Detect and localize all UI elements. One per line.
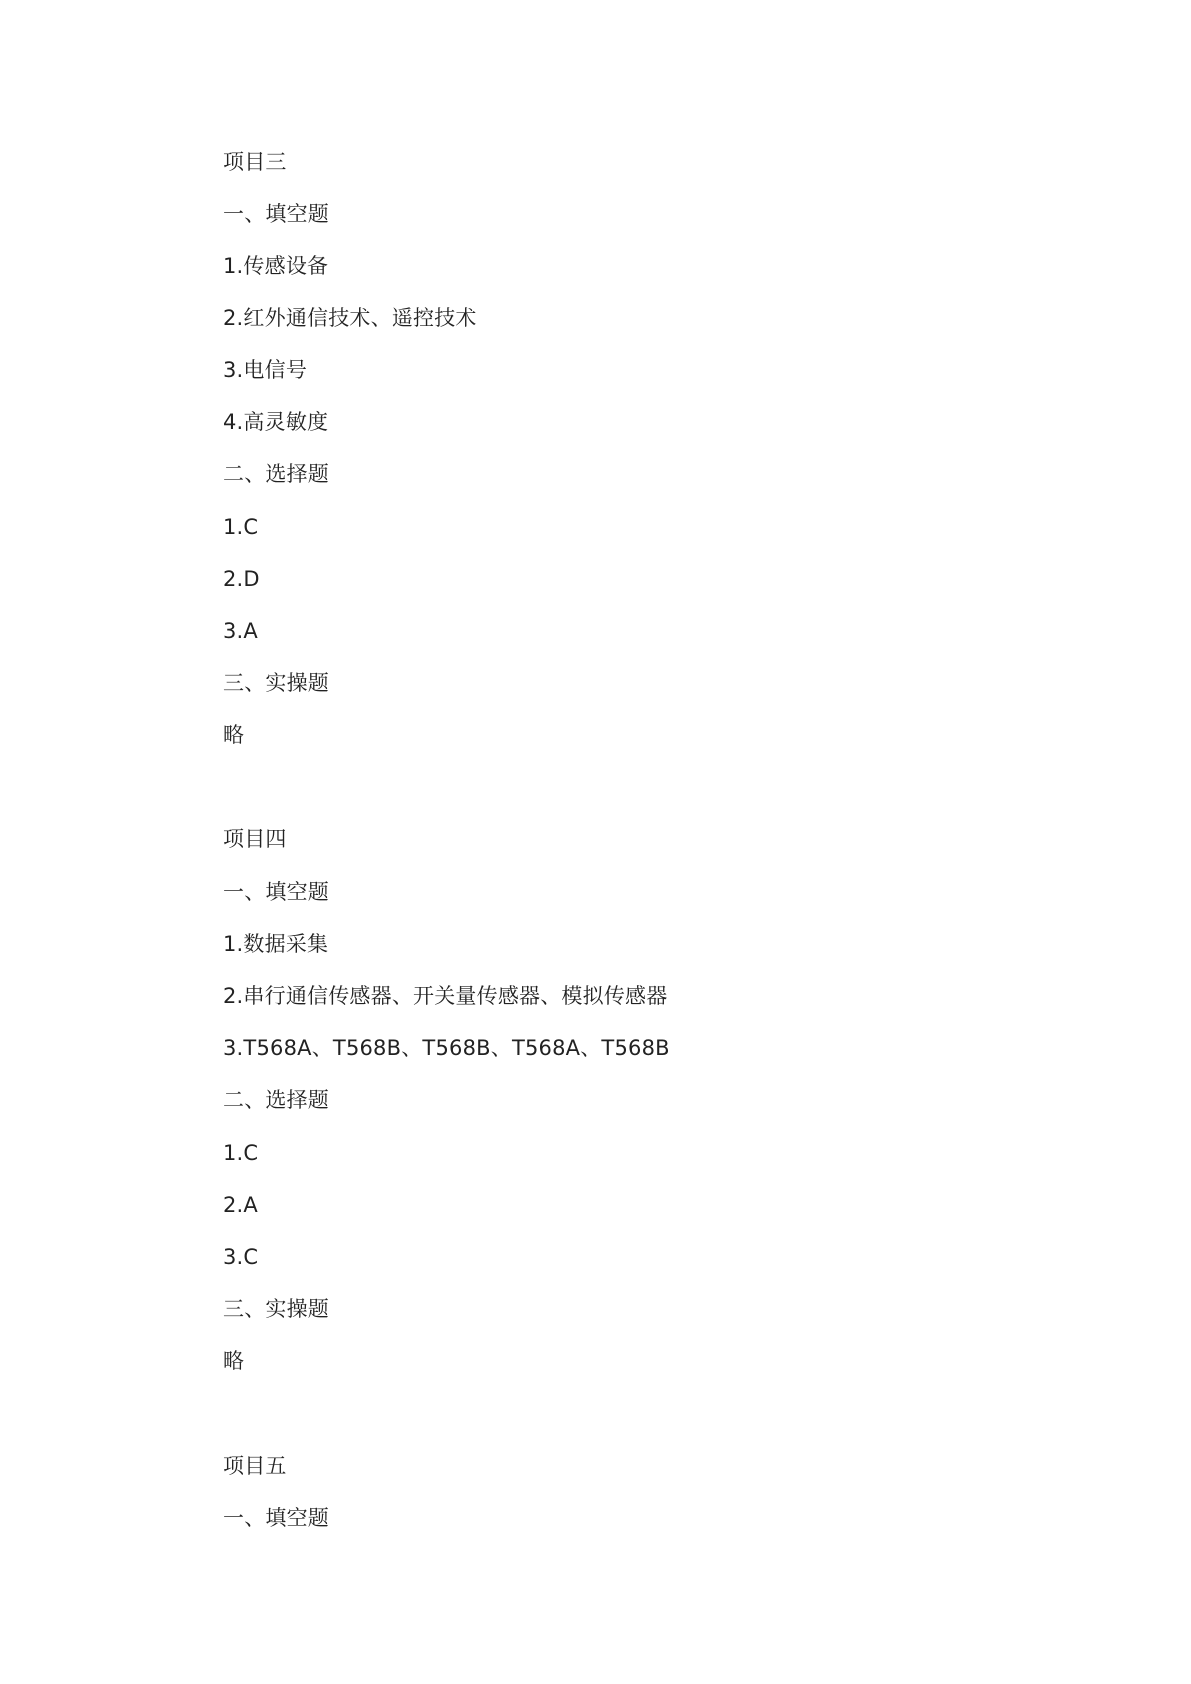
answer-line: 1.C (223, 515, 259, 539)
answer-line: 2.红外通信技术、遥控技术 (223, 306, 477, 330)
choice-heading: 二、选择题 (223, 462, 329, 486)
project-title: 项目四 (223, 827, 287, 851)
practice-heading: 三、实操题 (223, 671, 329, 695)
answer-line: 1.传感设备 (223, 254, 329, 278)
answer-line: 2.A (223, 1193, 259, 1217)
answer-line: 3.C (223, 1245, 259, 1269)
project-title: 项目五 (223, 1454, 287, 1478)
fill-in-heading: 一、填空题 (223, 1506, 329, 1530)
answer-line: 4.高灵敏度 (223, 410, 329, 434)
answer-line: 3.T568A、T568B、T568B、T568A、T568B (223, 1036, 670, 1060)
choice-heading: 二、选择题 (223, 1088, 329, 1112)
answer-line: 略 (223, 723, 245, 747)
fill-in-heading: 一、填空题 (223, 202, 329, 226)
answer-line: 1.数据采集 (223, 932, 329, 956)
answer-line: 3.A (223, 619, 259, 643)
answer-line: 3.电信号 (223, 358, 308, 382)
answer-line: 略 (223, 1349, 245, 1373)
fill-in-heading: 一、填空题 (223, 880, 329, 904)
practice-heading: 三、实操题 (223, 1297, 329, 1321)
answer-line: 2.D (223, 567, 260, 591)
project-title: 项目三 (223, 150, 287, 174)
answer-line: 2.串行通信传感器、开关量传感器、模拟传感器 (223, 984, 668, 1008)
answer-line: 1.C (223, 1141, 259, 1165)
